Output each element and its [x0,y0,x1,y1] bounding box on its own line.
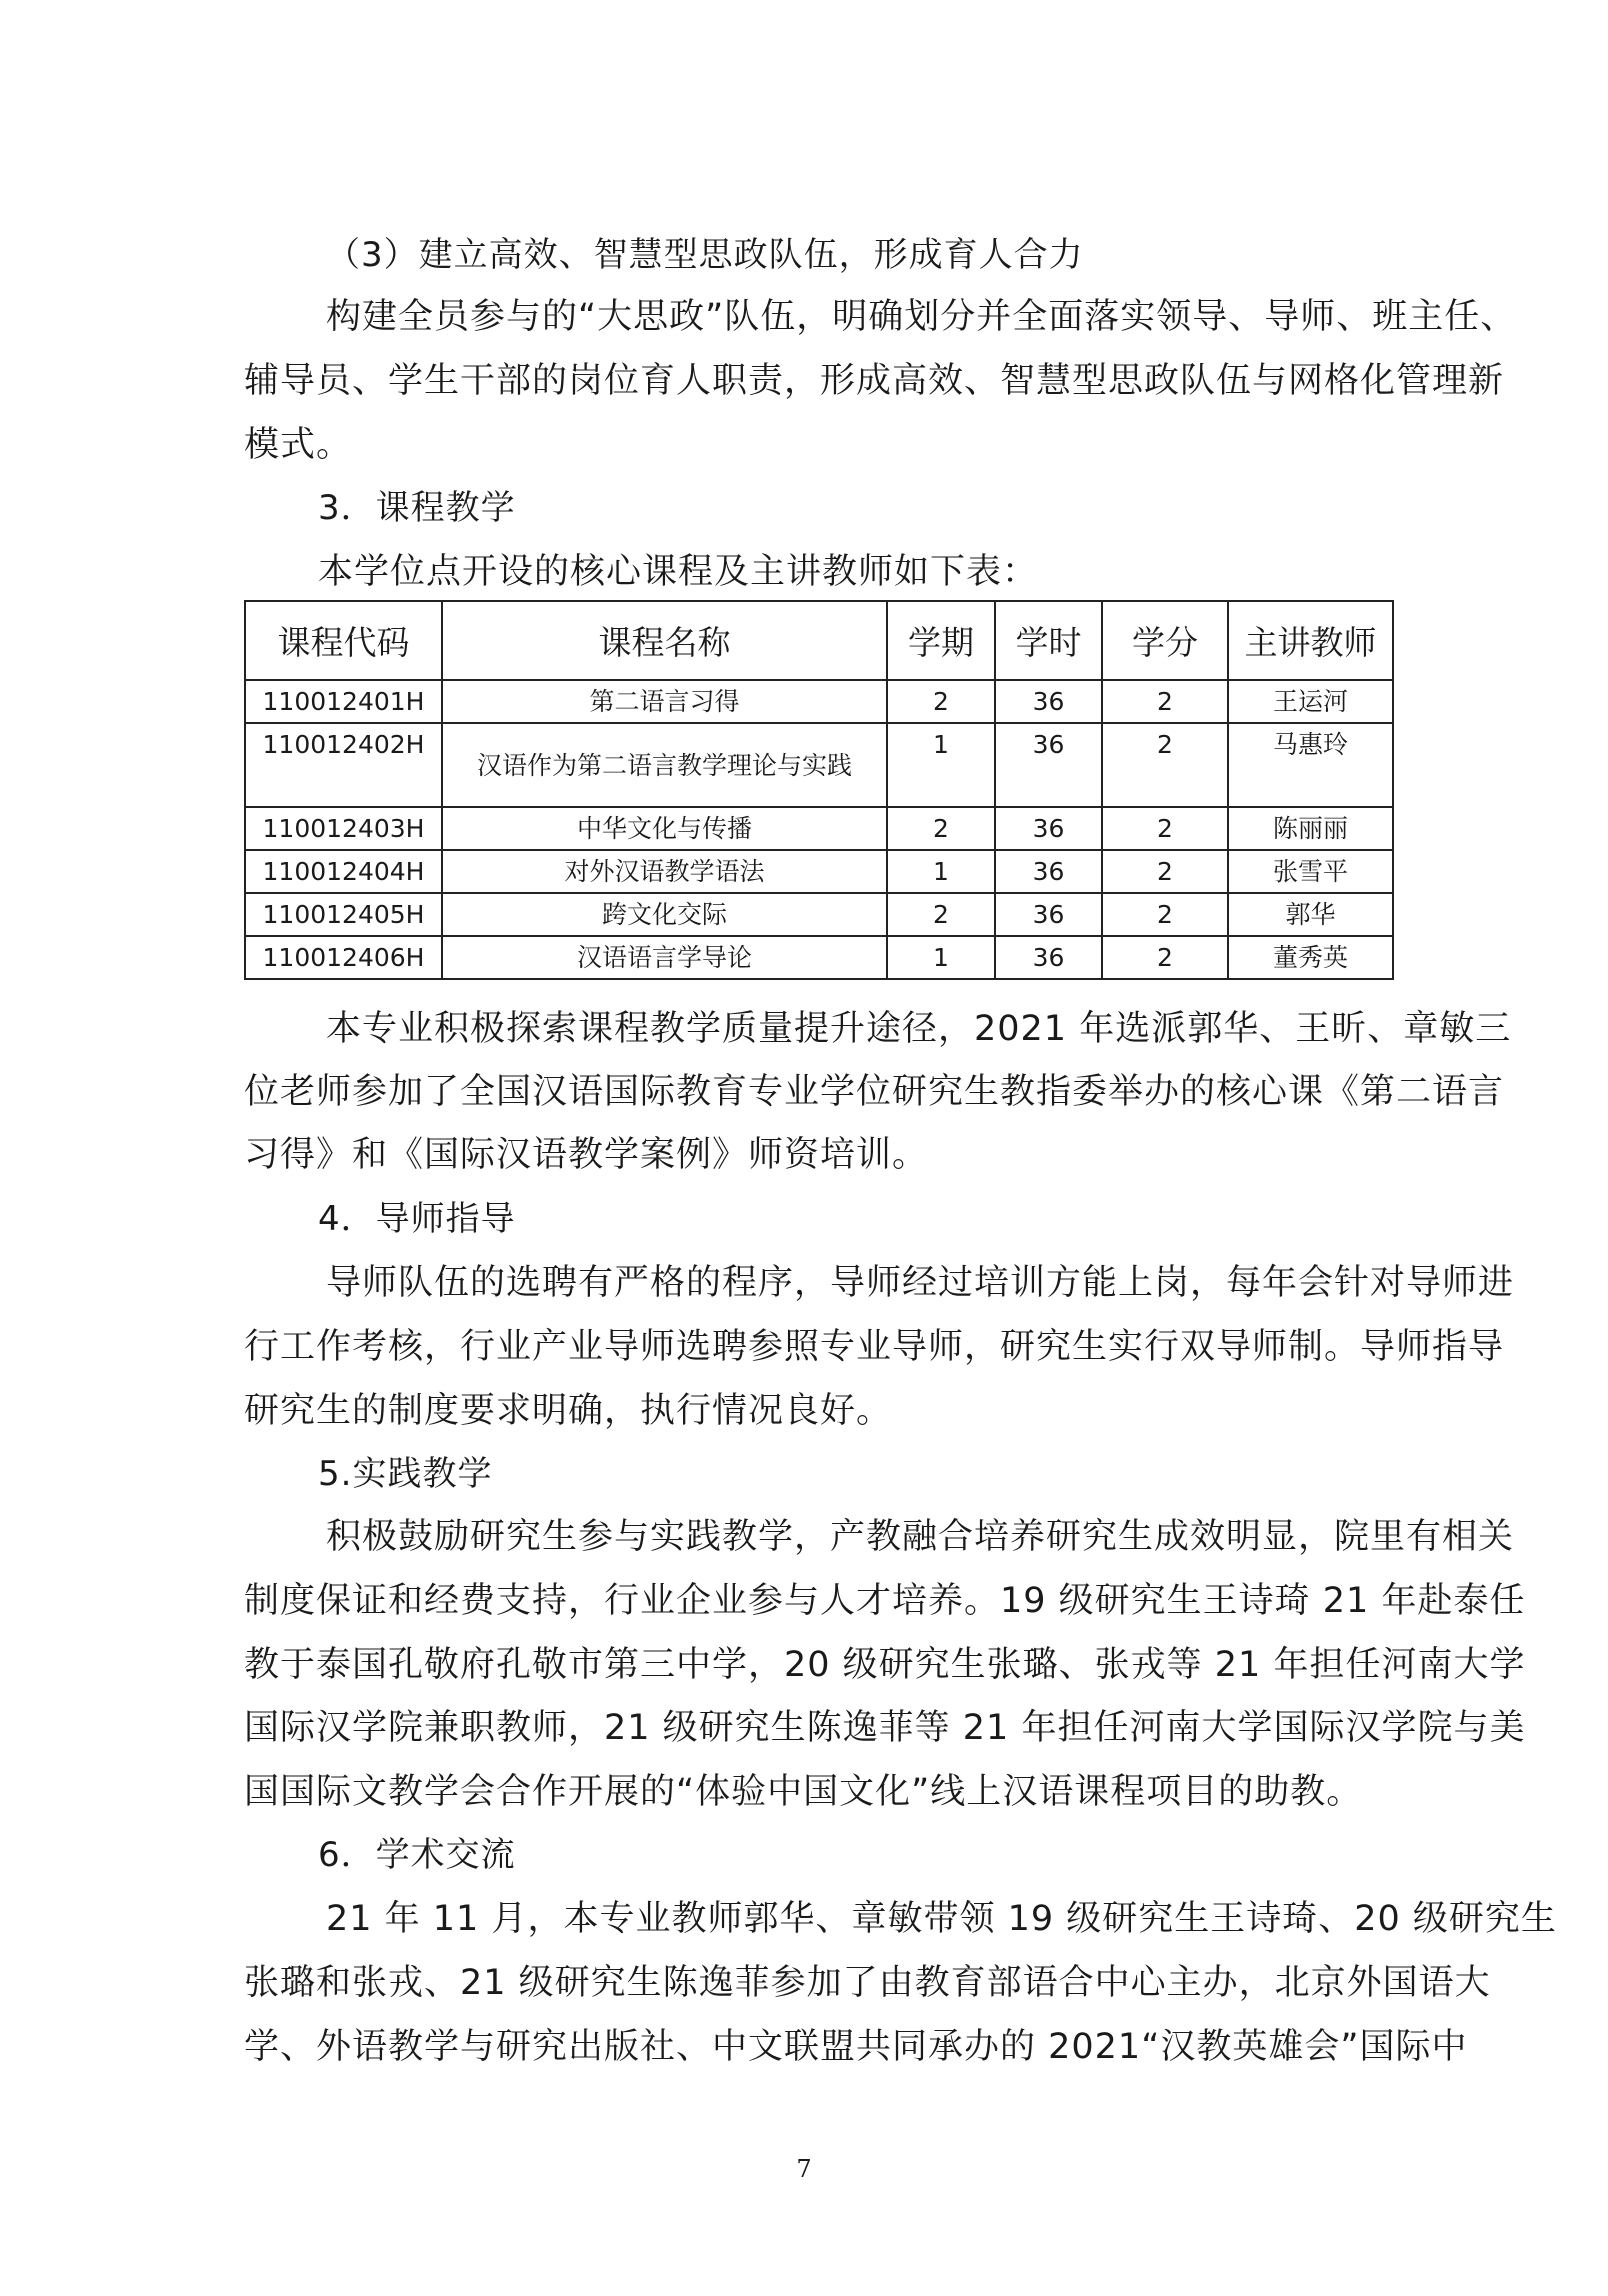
column-header: 主讲教师 [1228,601,1393,680]
column-header: 学期 [887,601,995,680]
course-credits: 2 [1102,850,1228,893]
course-name: 跨文化交际 [442,893,887,936]
table-row [245,936,1393,979]
course-credits: 2 [1102,723,1228,807]
course-code: 110012404H [245,850,442,893]
course-teacher: 董秀英 [1228,936,1393,979]
paragraph-line: 辅导员、学生干部的岗位育人职责，形成高效、智慧型思政队伍与网格化管理新 [244,361,1505,401]
course-hours: 36 [995,807,1102,850]
course-code: 110012403H [245,807,442,850]
course-hours: 36 [995,893,1102,936]
paragraph-line: 学、外语教学与研究出版社、中文联盟共同承办的 2021“汉教英雄会”国际中 [244,2027,1468,2067]
course-code: 110012402H [245,723,442,807]
section-title: 4．导师指导 [318,1199,516,1239]
course-teacher: 王运河 [1228,680,1393,723]
course-hours: 36 [995,936,1102,979]
course-teacher: 张雪平 [1228,850,1393,893]
course-name: 中华文化与传播 [442,807,887,850]
table-row [245,850,1393,893]
course-teacher: 陈丽丽 [1228,807,1393,850]
course-teacher: 马惠玲 [1228,723,1393,807]
course-term: 2 [887,807,995,850]
paragraph-line: 21 年 11 月，本专业教师郭华、章敏带领 19 级研究生王诗琦、20 级研究生 [326,1899,1557,1939]
column-header: 课程代码 [245,601,442,680]
table-header-row [245,601,1393,680]
course-term: 1 [887,936,995,979]
column-header: 课程名称 [442,601,887,680]
course-name: 汉语语言学导论 [442,936,887,979]
course-hours: 36 [995,850,1102,893]
course-term: 1 [887,723,995,807]
course-teacher: 郭华 [1228,893,1393,936]
course-code: 110012405H [245,893,442,936]
course-hours: 36 [995,723,1102,807]
table-row [245,893,1393,936]
column-header: 学时 [995,601,1102,680]
paragraph-line: 国国际文教学会合作开展的“体验中国文化”线上汉语课程项目的助教。 [244,1772,1363,1812]
paragraph-line: 位老师参加了全国汉语国际教育专业学位研究生教指委举办的核心课《第二语言 [244,1072,1505,1112]
page-number: 7 [796,2155,812,2183]
column-header: 学分 [1102,601,1228,680]
paragraph-line: 制度保证和经费支持，行业企业参与人才培养。19 级研究生王诗琦 21 年赴泰任 [244,1581,1526,1621]
paragraph-line: 积极鼓励研究生参与实践教学，产教融合培养研究生成效明显，院里有相关 [326,1517,1515,1557]
course-credits: 2 [1102,893,1228,936]
course-hours: 36 [995,680,1102,723]
paragraph-line: 教于泰国孔敬府孔敬市第三中学，20 级研究生张璐、张戎等 21 年担任河南大学 [244,1645,1526,1685]
course-credits: 2 [1102,936,1228,979]
course-code: 110012406H [245,936,442,979]
paragraph-line: 国际汉学院兼职教师，21 级研究生陈逸菲等 21 年担任河南大学国际汉学院与美 [244,1708,1526,1748]
paragraph-line: 张璐和张戎、21 级研究生陈逸菲参加了由教育部语合中心主办，北京外国语大 [244,1963,1491,2003]
paragraph-line: 行工作考核，行业产业导师选聘参照专业导师，研究生实行双导师制。导师指导 [244,1327,1505,1367]
table-row [245,807,1393,850]
table-row [245,723,1393,807]
course-name: 对外汉语教学语法 [442,850,887,893]
course-name: 汉语作为第二语言教学理论与实践 [442,723,887,807]
course-name: 第二语言习得 [442,680,887,723]
section-title: 6．学术交流 [318,1835,516,1875]
course-term: 2 [887,893,995,936]
paragraph-line: 本专业积极探索课程教学质量提升途径，2021 年选派郭华、王昕、章敏三 [326,1009,1512,1049]
paragraph-line: 研究生的制度要求明确，执行情况良好。 [244,1391,893,1431]
course-credits: 2 [1102,807,1228,850]
paragraph-line: 构建全员参与的“大思政”队伍，明确划分并全面落实领导、导师、班主任、 [326,297,1517,337]
paragraph-line: 模式。 [244,425,353,465]
course-credits: 2 [1102,680,1228,723]
subsection-title: （3）建立高效、智慧型思政队伍，形成育人合力 [326,235,1084,275]
paragraph-line: 习得》和《国际汉语教学案例》师资培训。 [244,1135,929,1175]
section-title: 5.实践教学 [318,1454,493,1494]
course-term: 1 [887,850,995,893]
course-code: 110012401H [245,680,442,723]
course-table [244,600,1394,980]
section-title: 3．课程教学 [318,488,516,528]
table-row [245,680,1393,723]
course-term: 2 [887,680,995,723]
paragraph-line: 导师队伍的选聘有严格的程序，导师经过培训方能上岗，每年会针对导师进 [326,1263,1515,1303]
table-intro: 本学位点开设的核心课程及主讲教师如下表： [318,552,1039,592]
